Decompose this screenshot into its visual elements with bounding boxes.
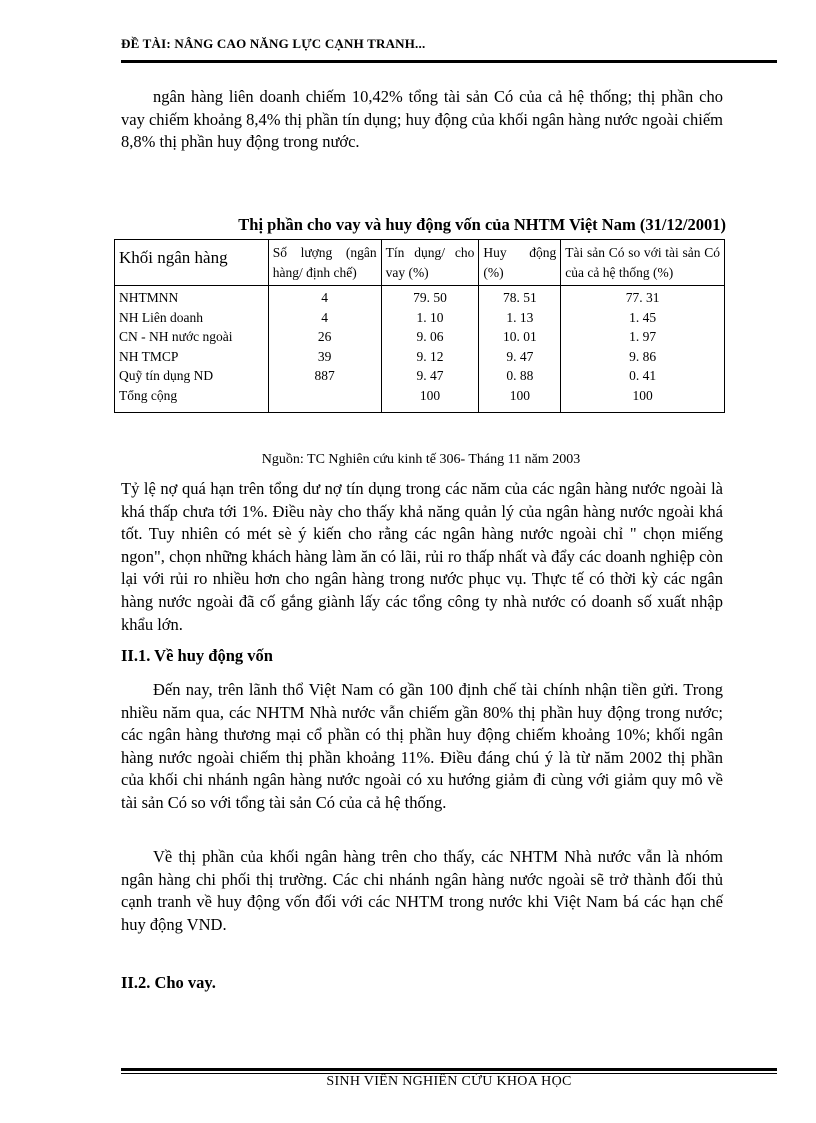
footer-text: SINH VIÊN NGHIÊN CỨU KHOA HỌC [326,1074,572,1089]
table-cell: 9. 12 [381,347,479,367]
header-rule [121,60,777,63]
table-cell: 10. 01 [479,327,561,347]
paragraph-mobilization-2: Về thị phần của khối ngân hàng trên cho thấy, các NHTM Nhà nước vẫn là nhóm ngân hàng chi phối thị trường. Các chi nhánh ngân hàng nước ngoài sẽ trở thành đối thủ cạnh tranh về huy động vốn đối với các NHTM trong nước khi Việt Nam bá các hạn chế huy động VND. [121,847,723,934]
table-row [115,366,725,386]
section-heading-lending: II.2. Cho vay. [121,973,216,992]
table-cell: 79. 50 [381,286,479,308]
table-row-total [115,386,725,412]
market-share-table [114,239,725,413]
table-cell [268,386,381,412]
table-cell: 9. 47 [479,347,561,367]
table-cell: 26 [268,327,381,347]
paragraph-mobilization-1: Đến nay, trên lãnh thổ Việt Nam có gần 100 định chế tài chính nhận tiền gửi. Trong nhiều năm qua, các NHTM Nhà nước vẫn chiếm gần 80% thị phần huy động trong nước; các ngân hàng thương mại cổ phần có thị phần huy động chiếm khoảng 10%; khối ngân hàng nước ngoài chiếm thị phần khoảng 11%. Điều đáng chú ý là từ năm 2002 thị phần của khối chi nhánh ngân hàng nước ngoài có xu hướng giảm đi cùng với giảm quy mô về tài sản Có so với tổng tài sản Có của cả hệ thống. [121,680,723,812]
header-cell: Khối ngân hàng [115,240,269,286]
paragraph-overdue-ratio: Tỷ lệ nợ quá hạn trên tổng dư nợ tín dụng trong các năm của các ngân hàng nước ngoài là khá thấp chưa tới 1%. Điều này cho thấy khả năng quản lý của ngân hàng nước ngoài khá tốt. Tuy nhiên có mét sè ý kiến cho rằng các ngân hàng nước ngoài chỉ " chọn miếng ngon", chọn những khách hàng làm ăn có lãi, rủi ro thấp nhất và đẩy các doanh nghiệp còn lại với rủi ro nhiều hơn cho ngân hàng trong nước phục vụ. Thực tế có thời kỳ các ngân hàng nước ngoài đã cố gắng giành lấy các tổng công ty nhà nước có doanh số xuất nhập khẩu lớn. [121,479,723,634]
table-cell: 9. 86 [561,347,725,367]
table-cell: 0. 41 [561,366,725,386]
header-cell: Tài sản Có so với tài sản Có của cả hệ thống (%) [561,240,725,286]
table-cell: 100 [561,386,725,412]
table-cell: NH Liên doanh [115,308,269,328]
table-cell: 887 [268,366,381,386]
table-cell: 100 [381,386,479,412]
table-source: Nguồn: TC Nghiên cứu kinh tế 306- Tháng 11 năm 2003 [261,452,581,467]
table-cell: 4 [268,308,381,328]
header-cell: Tín dụng/ cho vay (%) [381,240,479,286]
header-cell: Huy động (%) [479,240,561,286]
table-title: Thị phần cho vay và huy động vốn của NHTM Việt Nam (31/12/2001) [238,215,726,234]
table-cell: 9. 47 [381,366,479,386]
table-row [115,286,725,308]
section-heading-mobilization: II.1. Về huy động vốn [121,646,273,665]
table-header-row [115,240,725,286]
table-cell: 78. 51 [479,286,561,308]
intro-paragraph: ngân hàng liên doanh chiếm 10,42% tổng tài sản Có của cả hệ thống; thị phần cho vay chiếm khoảng 8,4% thị phần tín dụng; huy động của khối ngân hàng nước ngoài chiếm 8,8% thị phần huy động trong nước. [121,87,723,152]
table-cell: 4 [268,286,381,308]
table-cell: 0. 88 [479,366,561,386]
table-cell: 39 [268,347,381,367]
footer-rule-thick [121,1068,777,1071]
table-row [115,327,725,347]
table-cell: 77. 31 [561,286,725,308]
header-title: ĐỀ TÀI: NÂNG CAO NĂNG LỰC CẠNH TRANH... [121,36,426,51]
table-cell: NHTMNN [115,286,269,308]
table-cell: 1. 45 [561,308,725,328]
table-cell: 1. 13 [479,308,561,328]
table-cell: Tổng cộng [115,386,269,412]
table-cell: CN - NH nước ngoài [115,327,269,347]
table-row [115,347,725,367]
table-cell: 9. 06 [381,327,479,347]
table-cell: 1. 10 [381,308,479,328]
header-cell: Số lượng (ngân hàng/ định chế) [268,240,381,286]
table-cell: NH TMCP [115,347,269,367]
table-row [115,308,725,328]
table-cell: Quỹ tín dụng ND [115,366,269,386]
table-cell: 100 [479,386,561,412]
table-cell: 1. 97 [561,327,725,347]
